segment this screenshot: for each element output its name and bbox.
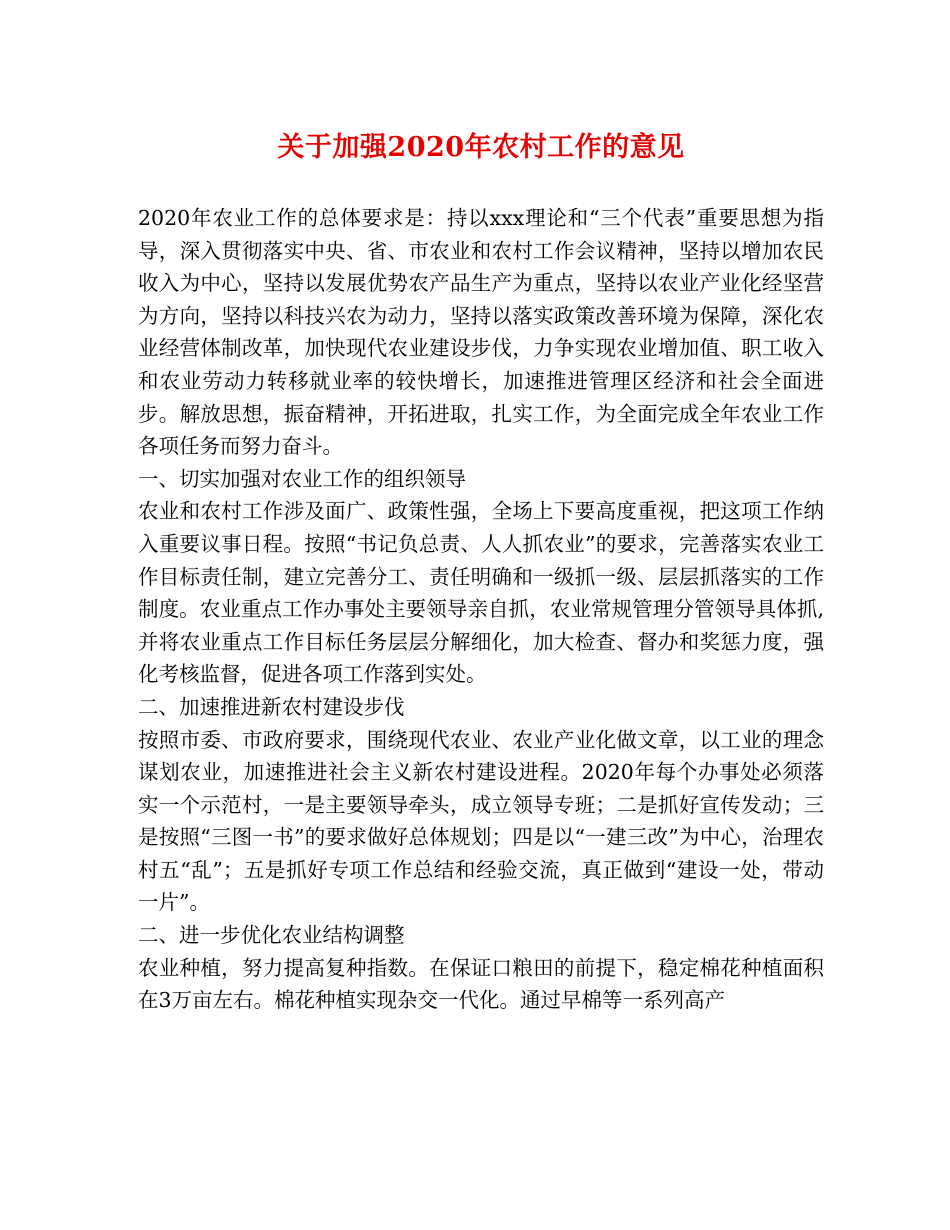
- section-heading-structure-adjustment: 二、进一步优化农业结构调整: [138, 923, 405, 948]
- new-countryside-paragraph: 按照市委、市政府要求，围绕现代农业、农业产业化做文章，以工业的理念谋划农业，加速推进社会主义新农村建设进程。2020年每个办事处必须落实一个示范村，一是主要领导牵头，成立领导专班；二是抓好宣传发动；三是按照“三图一书”的要求做好总体规划；四是以“一建三改”为中心，治理农村五“乱”；五是抓好专项工作总结和经验交流，真正做到“建设一处，带动一片”。: [138, 727, 824, 915]
- document-title: 关于加强2020年农村工作的意见: [277, 132, 685, 163]
- section-heading-new-countryside: 二、加速推进新农村建设步伐: [138, 694, 405, 719]
- document-page: [138, 128, 824, 1017]
- section-heading-organization: 一、切实加强对农业工作的组织领导: [138, 466, 466, 491]
- organization-paragraph: 农业和农村工作涉及面广、政策性强，全场上下要高度重视，把这项工作纳入重要议事日程。按照“书记负总责、人人抓农业”的要求，完善落实农业工作目标责任制，建立完善分工、责任明确和一级抓一级、层层抓落实的工作制度。农业重点工作办事处主要领导亲自抓，农业常规管理分管领导具体抓,并将农业重点工作目标任务层层分解细化，加大检查、督办和奖惩力度，强化考核监督，促进各项工作落到实处。: [138, 499, 824, 687]
- structure-adjustment-paragraph: 农业种植，努力提高复种指数。在保证口粮田的前提下，稳定棉花种植面积在3万亩左右。棉花种植实现杂交一代化。通过早棉等一系列高产: [138, 955, 824, 1013]
- intro-paragraph: 2020年农业工作的总体要求是：持以xxx理论和“三个代表”重要思想为指导，深入贯彻落实中央、省、市农业和农村工作会议精神，坚持以增加农民收入为中心，坚持以发展优势农产品生产为重点，坚持以农业产业化经坚营为方向，坚持以科技兴农为动力，坚持以落实政策改善环境为保障，深化农业经营体制改革，加快现代农业建设步伐，力争实现农业增加值、职工收入和农业劳动力转移就业率的较快增长，加速推进管理区经济和社会全面进步。解放思想，振奋精神，开拓进取，扎实工作，为全面完成全年农业工作各项任务而努力奋斗。: [138, 206, 824, 459]
